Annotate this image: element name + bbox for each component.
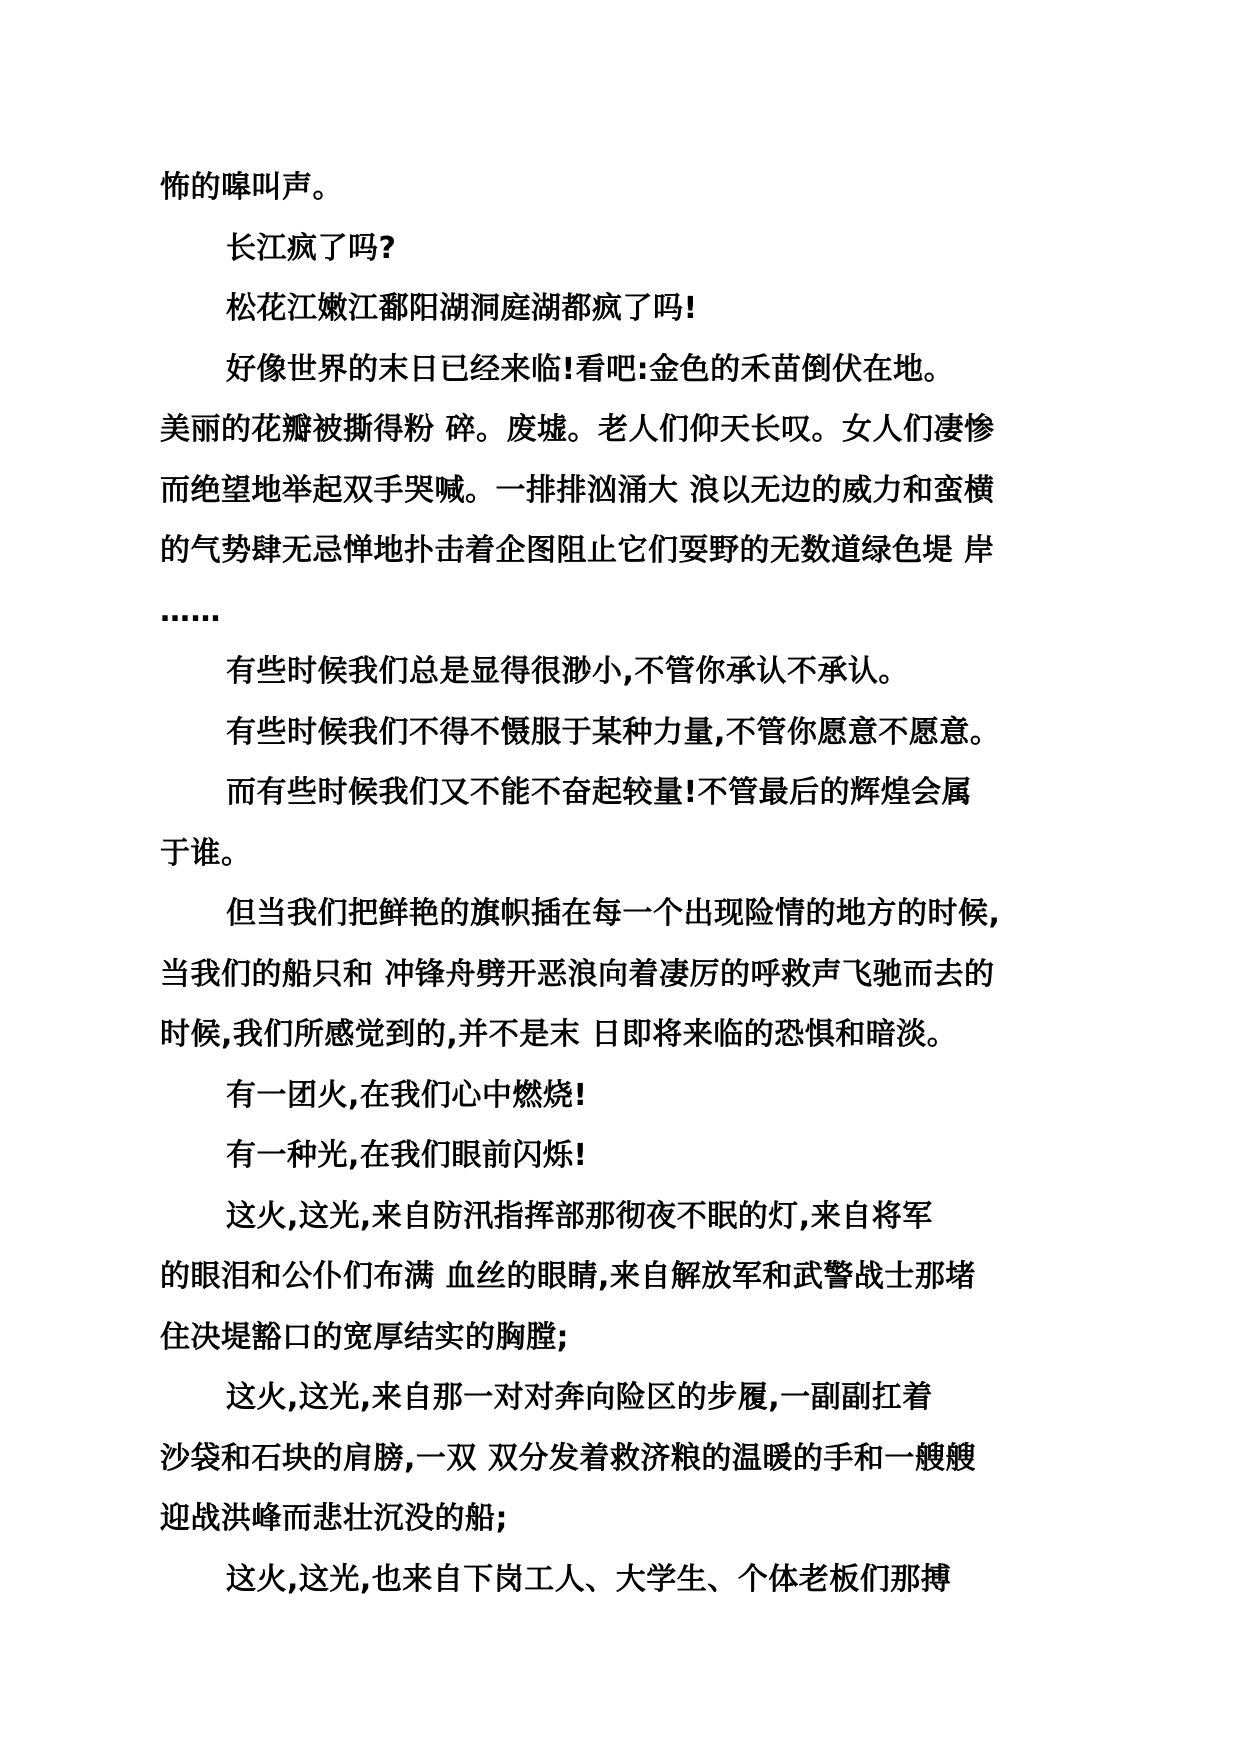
text-line: 长江疯了吗? — [226, 230, 397, 266]
text-line: 这火,这光,来自那一对对奔向险区的步履,一副副扛着 — [226, 1380, 933, 1415]
text-line: 迎战洪峰而悲壮沉没的船; — [160, 1501, 508, 1536]
document-body — [160, 158, 1080, 1610]
text-line: 这火,这光,来自防汛指挥部那彻夜不眠的灯,来自将军 — [226, 1198, 933, 1234]
text-line: 的气势肆无忌惮地扑击着企图阻止它们耍野的无数道绿色堤 岸 — [160, 533, 995, 568]
text-line: 当我们的船只和 冲锋舟劈开恶浪向着凄厉的呼救声飞驰而去的 — [160, 956, 995, 992]
text-line: 有一团火,在我们心中燃烧! — [226, 1077, 588, 1113]
text-line: 沙袋和石块的肩膀,一双 双分发着救济粮的温暖的手和一艘艘 — [160, 1440, 976, 1476]
text-line: 但当我们把鲜艳的旗帜插在每一个出现险情的地方的时候, — [226, 896, 1001, 931]
text-line: 有些时候我们总是显得很渺小,不管你承认不承认。 — [226, 654, 909, 689]
text-line: 有些时候我们不得不慑服于某种力量,不管你愿意不愿意。 — [226, 714, 1001, 750]
text-line: …… — [160, 593, 221, 629]
text-line: 有一种光,在我们眼前闪烁! — [226, 1138, 588, 1173]
text-line: 而绝望地举起双手哭喊。一排排汹涌大 浪以无边的威力和蛮横 — [160, 472, 995, 508]
text-line: 怖的嗥叫声。 — [160, 170, 343, 205]
text-line: 于谁。 — [160, 835, 252, 871]
text-line: 美丽的花瓣被撕得粉 碎。废墟。老人们仰天长叹。女人们凄惨 — [160, 412, 995, 447]
text-line: 好像世界的末日已经来临!看吧:金色的禾苗倒伏在地。 — [226, 351, 955, 387]
text-line: 的眼泪和公仆们布满 血丝的眼睛,来自解放军和武警战士那堵 — [160, 1259, 976, 1294]
text-line: 时候,我们所感觉到的,并不是末 日即将来临的恐惧和暗淡。 — [160, 1017, 958, 1052]
text-line: 这火,这光,也来自下岗工人、大学生、个体老板们那搏 — [226, 1561, 952, 1597]
text-line: 住决堤豁口的宽厚结实的胸膛; — [160, 1319, 569, 1355]
text-line: 而有些时候我们又不能不奋起较量!不管最后的辉煌会属 — [226, 775, 973, 810]
text-line: 松花江嫩江鄱阳湖洞庭湖都疯了吗! — [226, 291, 698, 326]
